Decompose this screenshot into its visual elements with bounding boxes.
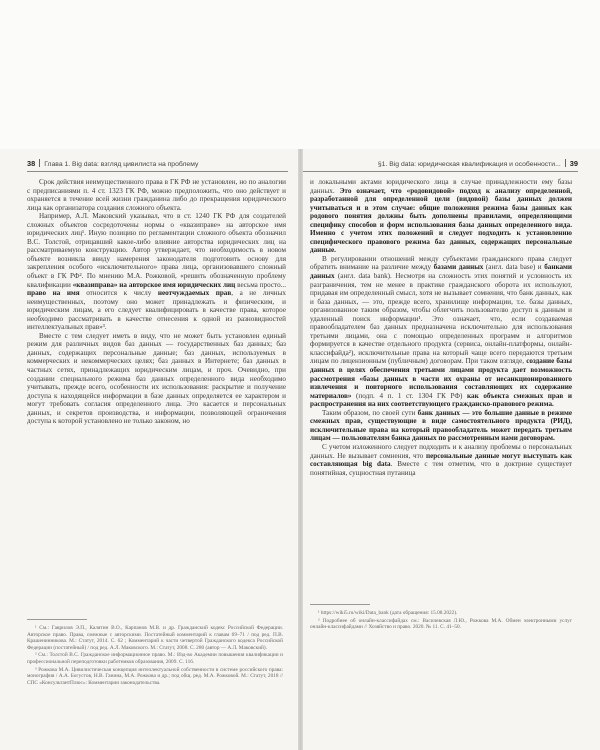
text-run: весьма просто... <box>235 280 286 289</box>
text-run: . Иную позицию по регламентации сложного объекта обозначил В.С. Толстой, отрицавший какое-либо влияние авторства юридических лиц на рассматриваемую конструкцию. Автор утверждает, что необходимость в новом объекте возникла ввиду намерения законодателя подготовить основу для закрепления особого «исключительного» права лица, организовавшего сложный объект в ГК РФ <box>27 229 286 281</box>
footnote: ¹ https://wiki5.ru/wiki/Data_bank (дата обращения: 15.08.2022). <box>318 610 458 616</box>
text-run: В регулировании отношений между субъектами гражданского права следует обратить внимание на различие между <box>310 254 572 272</box>
right-body-text <box>310 178 572 477</box>
left-page-number: 38 <box>27 159 36 168</box>
left-header-rule <box>27 171 288 172</box>
paragraph <box>310 255 572 409</box>
text-run: Срок действия неимущественного права в ГК РФ не установлен, но по аналогии с предписаниями п. 4 ст. 1323 ГК РФ, можно предположить, что оно действует и охраняется в течение всей жизни гражданина либо до прекращения юридического лица как организатора создания сложного объекта. <box>27 178 286 212</box>
right-header-rule <box>303 171 578 172</box>
bold-text-run: создание базы данных в целях обеспечения третьими лицами продукта дает возможность рассмотрения «базы данных в части их охраны от несанкционированного извлечения и повторного использования составляющих их содержание материалов» <box>310 357 572 400</box>
bold-text-run: персональные данные могут выступать как составляющая big data <box>310 451 572 469</box>
footnote: ¹ См.: Гаврилов Э.П., Калятин В.О., Карпанов М.В. и др. Гражданский кодекс Российской Федерации. Авторское право. Права, смежные с авторскими. Постатейный комментарий к главам 69–71 / под ред. П.В. Крашенинникова. М.: Статут, 2014. С. 62 ; Комментарий к части четвертой Гражданского кодекса Российской Федерации (постатейный) / под ред. А.Л. Маковского. М.: Статут, 2008. С. 280 (автор — А.Л. Маковский). <box>27 625 283 651</box>
left-footnotes <box>27 625 283 688</box>
bold-text-run: «квазиправа» на авторское имя юридических лиц <box>72 280 236 289</box>
text-run: С учетом изложенного следует подходить и к анализу проблемы о персональных данных. Не вызывает сомнения, что <box>310 442 572 460</box>
text-run: ¹ <box>82 229 85 238</box>
header-divider <box>565 159 566 167</box>
bold-text-run: неотчуждаемых прав <box>157 289 232 298</box>
bold-text-run: как объекта смежных прав и распространения на них соответствующего гражданско-правового режима. <box>310 391 572 409</box>
paragraph <box>27 332 286 426</box>
bold-text-run: банк данных — это большие данные в режиме смежных прав, существующие в виде самостоятельного продукта (РИД), исключительные права на который правообладатель может передать третьим лицам — пользователям банка данных по рассмотренным нами договорам. <box>310 408 572 443</box>
text-run: и локальными актами юридического лица в случае принадлежности ему базы данных. <box>310 178 572 195</box>
text-run: (англ. data bank). Несмотря на сложность этих понятий и условность их разграничения, тем не менее в практике гражданского оборота их используют, придавая им определенный смысл, хотя не вызывает сомнения, что банк данных, как и база данных, — это, прежде всего, хранилище информации, т.е. базы данных, организованное таким образом, чтобы облегчить пользователю доступ к данным и удаленный поиск информации <box>310 272 572 323</box>
text-run: . По мнению М.А. Рожковой, «решить обозначенную проблему квалификации <box>27 272 286 289</box>
text-run: . <box>104 323 107 332</box>
footnote: ² См.: Толстой В.С. Гражданское информационное право. М.: Изд-во Академии повышения квалификации и профессиональной переподготовки работников образования, 2009. С. 116. <box>27 652 283 665</box>
text-run: Например, А.Л. Маковский указывал, что в ст. 1240 ГК РФ для создателей сложных объектов сосредоточены нормы о «квазиправе» на авторское имя юридических лиц <box>27 212 286 238</box>
right-page <box>303 149 600 750</box>
left-running-head: Глава 1. Big data: взгляд цивилиста на проблему <box>44 161 199 168</box>
text-run: ), исключительные права на который чаще всего передаются третьим лицам по лицензионным (публичным) договорам. При таком взгляде, <box>310 348 572 366</box>
text-run: (англ. data base) и <box>483 263 545 272</box>
right-footnote-rule <box>310 604 370 605</box>
bold-text-run: базами данных <box>433 263 484 272</box>
paragraph <box>310 443 572 477</box>
text-run: относится к числу <box>79 289 158 298</box>
header-divider <box>39 159 40 167</box>
paragraph <box>27 178 286 212</box>
text-run: ² <box>79 272 82 281</box>
left-footnote-rule <box>27 619 87 620</box>
bold-text-run: Это означает, что «родовидовой» подход к анализу определенной, разработанной для определенной цели (видовой) базы данных должен учитываться и в этом случае: общие положения режима базы данных как родового понятия должны быть дополнены правилами, определяющими специфику способов и форм использования базы данных определенного вида. Именно с учетом этих положений и следует подходить к установлению специфического правового режима баз данных, содержащих персональные данные. <box>310 186 572 255</box>
text-run: Таким образом, по своей сути <box>322 408 418 417</box>
blank-area <box>0 0 600 150</box>
right-running-head: §1. Big data: юридическая квалификация и особенности... <box>377 161 561 168</box>
text-run: . Вместе с тем отметим, что в доктрине существует понятийная, сущностная путаница <box>310 460 572 477</box>
left-running-header <box>27 159 288 171</box>
text-run: (подп. 4 п. 1 ст. 1304 ГК РФ) <box>351 391 468 400</box>
left-page <box>0 149 298 750</box>
paragraph <box>310 178 572 255</box>
paragraph <box>27 212 286 332</box>
paragraph <box>310 409 572 443</box>
bold-text-run: право на имя <box>27 289 80 298</box>
right-running-header <box>303 159 578 171</box>
bold-text-run: банками данных <box>310 263 572 281</box>
text-run: , а не личных неимущественных, поэтому оно может принадлежать и физическим, и юридическим лицам, а его следует квалифицировать в качестве права, которое необходимо рассматривать в качестве отнесения к одной из разновидностей интеллектуальных прав» <box>27 289 286 332</box>
footnote: ³ Рожкова М.А. Цивилистическая концепция интеллектуальной собственности в системе российского права: монография / А.А. Богустов, Н.В. Ганина, М.А. Рожкова и др.; под общ. ред. М.А. Рожковой. М.: Статут, 2018 // СПС «КонсультантПлюс»: Комментарии законодательства. <box>27 666 283 686</box>
text-run: ¹ <box>418 314 421 323</box>
right-footnotes <box>310 610 572 632</box>
left-body-text <box>27 178 286 426</box>
text-run: Вместе с тем следует иметь в виду, что не может быть установлен единый режим для различных видов баз данных — государственных баз данных; баз данных, содержащих персональные данные; баз данных, используемых в коммерческих и некоммерческих целях; баз данных в Интернете; баз данных в частных сетях, принадлежащих юридическим лицам, и проч. Очевидно, при создании специального режима баз данных определенного вида необходимо учитывать, прежде всего, особенности их использования: раскрытие и получение доступа к находящейся информации в базе данных определяется ее характером и могут требовать согласия определенного лица. Это касается и персональных данных, и секретов производства, и информации, позволяющей ограничения доступа к которой установлено не только законом, но <box>27 331 286 426</box>
right-page-number: 39 <box>569 159 578 168</box>
text-run: ³ <box>102 323 105 332</box>
text-run: ² <box>348 348 351 357</box>
text-run: . Это означает, что, если создаваемая правообладателем баз данных предназначена исключительно для использования третьими лицами, она с помощью определенных программ и алгоритмов формируется в качестве отдельного продукта (сервиса, онлайн-платформы, онлайн-классифайда <box>310 314 572 357</box>
footnote: ² Подробнее об онлайн-классифайдах см.: Василевская Л.Ю., Рожкова М.А. Обмен электронными услуг онлайн-классифайдами // Хозяйство и право. 2020. № 11. С. 41–50. <box>310 617 572 631</box>
